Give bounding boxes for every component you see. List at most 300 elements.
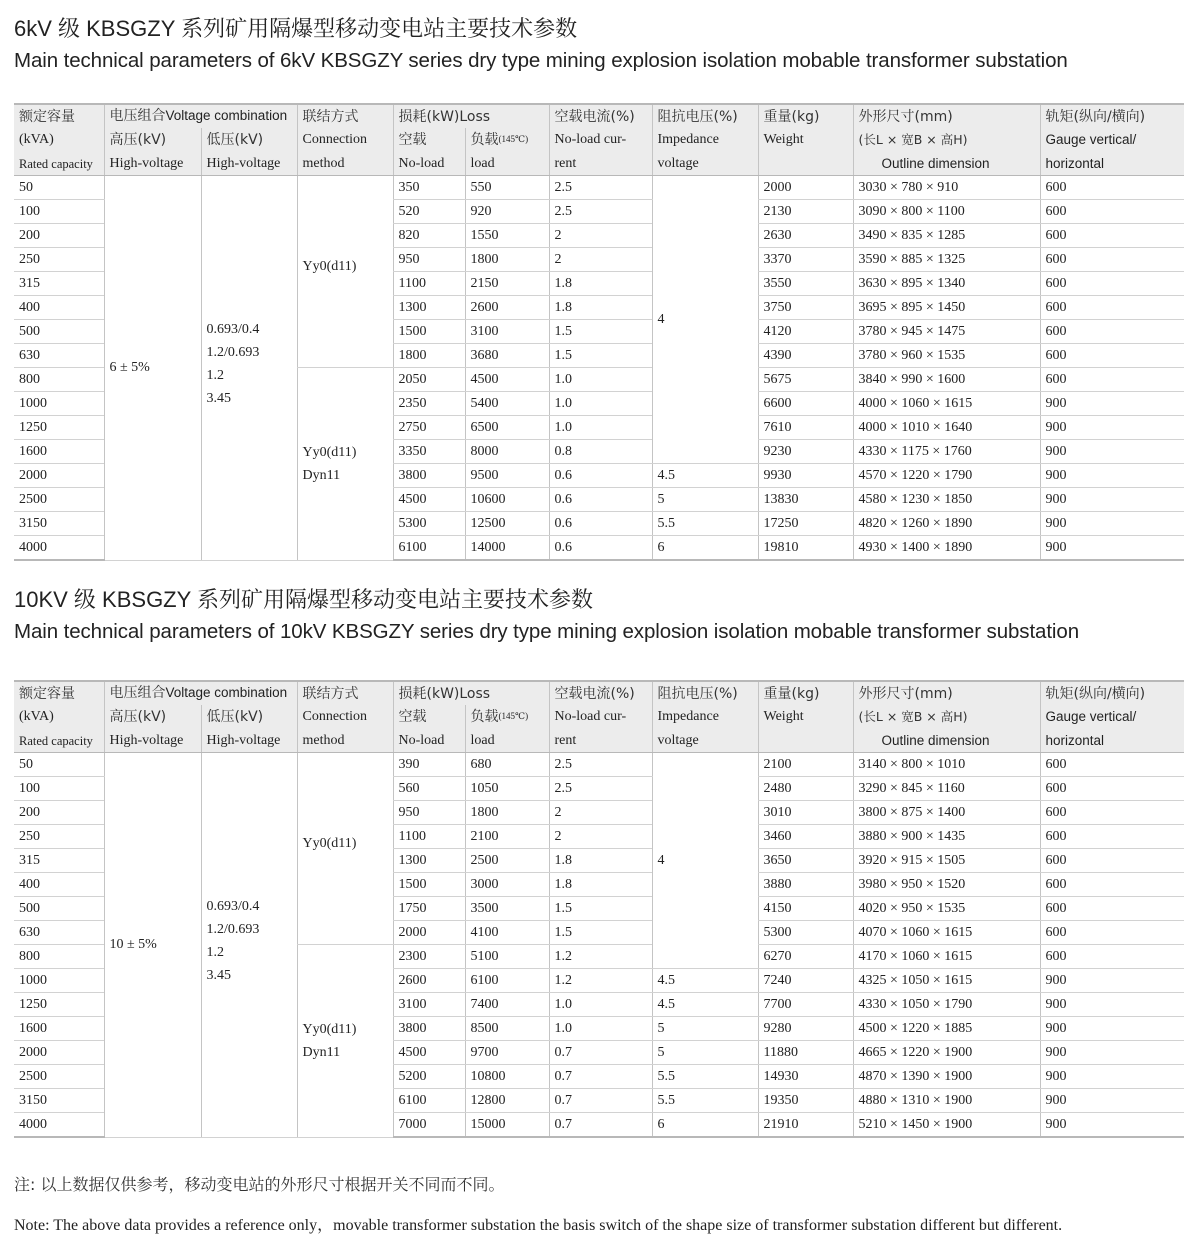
load-loss-cell: 1050 [465,777,549,801]
dimension-cell: 4820 × 1260 × 1890 [853,512,1040,536]
gauge-cell: 600 [1040,897,1184,921]
weight-cell: 3550 [758,272,853,296]
weight-cell: 21910 [758,1113,853,1138]
dimension-cell: 3290 × 845 × 1160 [853,777,1040,801]
capacity-cell: 1600 [14,1017,104,1041]
impedance-cell: 4.5 [652,993,758,1017]
load-loss-cell: 5400 [465,392,549,416]
gauge-cell: 600 [1040,921,1184,945]
noload-current-cell: 0.7 [549,1113,652,1138]
header-impedance-en1: Impedance [652,705,758,729]
capacity-cell: 2000 [14,464,104,488]
noload-current-cell: 0.7 [549,1041,652,1065]
load-loss-cell: 2600 [465,296,549,320]
capacity-cell: 50 [14,176,104,200]
header-loss-cn: 损耗(kW)Loss [393,681,549,705]
header-lv-en: High-voltage [201,729,297,753]
header-capacity-en: Rated capacity [14,729,104,753]
header-capacity-en: Rated capacity [14,152,104,176]
load-loss-cell: 7400 [465,993,549,1017]
noload-loss-cell: 2300 [393,945,465,969]
header-gauge-en2: horizontal [1040,729,1184,753]
load-loss-cell: 14000 [465,536,549,561]
header-voltage-cn: 电压组合 [109,108,166,124]
weight-cell: 9930 [758,464,853,488]
header-weight-en: Weight [758,705,853,729]
load-loss-cell: 3000 [465,873,549,897]
dimension-cell: 3590 × 885 × 1325 [853,248,1040,272]
noload-current-cell: 1.0 [549,1017,652,1041]
noload-loss-cell: 5300 [393,512,465,536]
capacity-cell: 4000 [14,1113,104,1138]
weight-cell: 4150 [758,897,853,921]
noload-current-cell: 2 [549,248,652,272]
capacity-cell: 2000 [14,1041,104,1065]
dimension-cell: 4000 × 1010 × 1640 [853,416,1040,440]
noload-loss-cell: 2750 [393,416,465,440]
note-cn: 注: 以上数据仅供参考，移动变电站的外形尺寸根据开关不同而不同。 [14,1175,505,1194]
weight-cell: 19810 [758,536,853,561]
weight-cell: 7610 [758,416,853,440]
weight-cell: 2100 [758,753,853,777]
table-row [14,176,1184,200]
dimension-cell: 4665 × 1220 × 1900 [853,1041,1040,1065]
noload-current-cell: 2 [549,224,652,248]
load-loss-cell: 6500 [465,416,549,440]
gauge-cell: 600 [1040,753,1184,777]
gauge-cell: 600 [1040,945,1184,969]
load-loss-cell: 2100 [465,825,549,849]
header-row [14,152,1184,176]
weight-cell: 3010 [758,801,853,825]
load-loss-cell: 1800 [465,248,549,272]
header-dimension-en: Outline dimension [853,152,1040,176]
noload-loss-cell: 4500 [393,1041,465,1065]
low-voltage-cell [201,753,297,1138]
weight-cell: 7240 [758,969,853,993]
dimension-cell: 3630 × 895 × 1340 [853,272,1040,296]
header-row [14,729,1184,753]
header-lv-en: High-voltage [201,152,297,176]
table-row [14,753,1184,777]
noload-loss-cell: 7000 [393,1113,465,1138]
header-load-en: load [465,729,549,753]
connection-cell-b [297,945,393,1138]
noload-loss-cell: 6100 [393,1089,465,1113]
gauge-cell: 600 [1040,248,1184,272]
header-connection-en2: method [297,152,393,176]
weight-cell: 19350 [758,1089,853,1113]
gauge-cell: 900 [1040,1065,1184,1089]
load-loss-cell: 12800 [465,1089,549,1113]
gauge-cell: 900 [1040,512,1184,536]
weight-cell: 3460 [758,825,853,849]
capacity-cell: 500 [14,320,104,344]
gauge-cell: 900 [1040,1089,1184,1113]
noload-current-cell: 2 [549,801,652,825]
section-1-title-en: Main technical parameters of 6kV KBSGZY series dry type mining explosion isolation mobable transformer substation [14,49,1068,72]
capacity-cell: 2500 [14,488,104,512]
low-voltage-cell [201,176,297,561]
header-current-cn: 空载电流(%) [549,681,652,705]
capacity-cell: 50 [14,753,104,777]
gauge-cell: 900 [1040,464,1184,488]
capacity-cell: 100 [14,777,104,801]
low-voltage-value: 1.2/0.693 [206,921,260,937]
gauge-cell: 900 [1040,392,1184,416]
gauge-cell: 600 [1040,272,1184,296]
capacity-cell: 1250 [14,993,104,1017]
dimension-cell: 3880 × 900 × 1435 [853,825,1040,849]
dimension-cell: 3695 × 895 × 1450 [853,296,1040,320]
dimension-cell: 4500 × 1220 × 1885 [853,1017,1040,1041]
capacity-cell: 4000 [14,536,104,561]
noload-current-cell: 1.8 [549,296,652,320]
load-loss-cell: 5100 [465,945,549,969]
weight-cell: 6600 [758,392,853,416]
noload-current-cell: 1.2 [549,969,652,993]
header-dimension-cn: 外形尺寸(mm) [853,104,1040,128]
gauge-cell: 600 [1040,801,1184,825]
noload-current-cell: 0.6 [549,536,652,561]
header-lv-cn: 低压(kV) [201,128,297,152]
noload-current-cell: 1.5 [549,344,652,368]
gauge-cell: 600 [1040,176,1184,200]
noload-loss-cell: 2600 [393,969,465,993]
capacity-cell: 315 [14,272,104,296]
noload-loss-cell: 1500 [393,873,465,897]
header-weight-blank [758,729,853,753]
header-hv-en: High-voltage [104,152,201,176]
dimension-cell: 3840 × 990 × 1600 [853,368,1040,392]
header-capacity-unit: (kVA) [14,128,104,152]
dimension-cell: 3090 × 800 × 1100 [853,200,1040,224]
low-voltage-value: 1.2 [206,944,224,960]
capacity-cell: 400 [14,296,104,320]
noload-loss-cell: 3100 [393,993,465,1017]
noload-loss-cell: 1750 [393,897,465,921]
gauge-cell: 900 [1040,416,1184,440]
header-impedance-en2: voltage [652,152,758,176]
gauge-cell: 600 [1040,200,1184,224]
weight-cell: 11880 [758,1041,853,1065]
header-dimension-cn: 外形尺寸(mm) [853,681,1040,705]
noload-current-cell: 1.8 [549,272,652,296]
connection-value: Dyn11 [302,1044,341,1060]
load-loss-cell: 6100 [465,969,549,993]
header-capacity-unit: (kVA) [14,705,104,729]
capacity-cell: 3150 [14,1089,104,1113]
noload-current-cell: 2.5 [549,777,652,801]
header-impedance-cn: 阻抗电压(%) [652,681,758,705]
spec-table-10kv [14,680,1184,1138]
load-loss-cell: 680 [465,753,549,777]
load-loss-cell: 1800 [465,801,549,825]
noload-loss-cell: 1300 [393,296,465,320]
noload-current-cell: 1.0 [549,416,652,440]
noload-loss-cell: 950 [393,248,465,272]
weight-cell: 3650 [758,849,853,873]
capacity-cell: 400 [14,873,104,897]
weight-cell: 14930 [758,1065,853,1089]
weight-cell: 2130 [758,200,853,224]
noload-loss-cell: 560 [393,777,465,801]
dimension-cell: 4330 × 1050 × 1790 [853,993,1040,1017]
capacity-cell: 1600 [14,440,104,464]
noload-current-cell: 1.0 [549,368,652,392]
load-loss-cell: 920 [465,200,549,224]
header-hv-cn: 高压(kV) [104,128,201,152]
capacity-cell: 250 [14,248,104,272]
header-connection-cn: 联结方式 [297,681,393,705]
header-row [14,681,1184,705]
low-voltage-value: 3.45 [206,390,231,406]
impedance-cell: 6 [652,1113,758,1138]
gauge-cell: 600 [1040,849,1184,873]
header-weight-blank [758,152,853,176]
gauge-cell: 900 [1040,1041,1184,1065]
header-voltage-group [104,104,297,128]
dimension-cell: 4170 × 1060 × 1615 [853,945,1040,969]
dimension-cell: 3030 × 780 × 910 [853,176,1040,200]
noload-current-cell: 2 [549,825,652,849]
header-loss-cn: 损耗(kW)Loss [393,104,549,128]
dimension-cell: 3780 × 960 × 1535 [853,344,1040,368]
weight-cell: 2630 [758,224,853,248]
noload-loss-cell: 5200 [393,1065,465,1089]
noload-loss-cell: 1100 [393,272,465,296]
dimension-cell: 5210 × 1450 × 1900 [853,1113,1040,1138]
section-1-title-cn: 6kV 级 KBSGZY 系列矿用隔爆型移动变电站主要技术参数 [14,16,578,41]
capacity-cell: 800 [14,368,104,392]
high-voltage-cell: 6 ± 5% [104,176,201,561]
gauge-cell: 600 [1040,320,1184,344]
load-loss-cell: 550 [465,176,549,200]
header-impedance-en1: Impedance [652,128,758,152]
dimension-cell: 4930 × 1400 × 1890 [853,536,1040,561]
noload-current-cell: 2.5 [549,200,652,224]
header-impedance-en2: voltage [652,729,758,753]
noload-current-cell: 1.2 [549,945,652,969]
noload-loss-cell: 6100 [393,536,465,561]
impedance-cell: 5.5 [652,512,758,536]
noload-current-cell: 1.8 [549,873,652,897]
dimension-cell: 4570 × 1220 × 1790 [853,464,1040,488]
noload-current-cell: 1.8 [549,849,652,873]
header-noload-cn: 空载 [393,128,465,152]
dimension-cell: 3780 × 945 × 1475 [853,320,1040,344]
noload-current-cell: 0.6 [549,488,652,512]
weight-cell: 9230 [758,440,853,464]
header-noload-en: No-load [393,152,465,176]
noload-loss-cell: 3800 [393,464,465,488]
gauge-cell: 900 [1040,993,1184,1017]
load-loss-cell: 9500 [465,464,549,488]
load-loss-cell: 4100 [465,921,549,945]
load-loss-cell: 8000 [465,440,549,464]
impedance-cell: 5.5 [652,1089,758,1113]
header-dimension-en: Outline dimension [853,729,1040,753]
spec-table-6kv [14,103,1184,561]
load-loss-cell: 15000 [465,1113,549,1138]
header-load-en: load [465,152,549,176]
header-hv-cn: 高压(kV) [104,705,201,729]
gauge-cell: 900 [1040,1113,1184,1138]
header-current-cn: 空载电流(%) [549,104,652,128]
gauge-cell: 600 [1040,825,1184,849]
noload-current-cell: 0.6 [549,464,652,488]
load-loss-cell: 9700 [465,1041,549,1065]
gauge-cell: 900 [1040,440,1184,464]
low-voltage-value: 1.2/0.693 [206,344,260,360]
high-voltage-cell: 10 ± 5% [104,753,201,1138]
noload-current-cell: 1.0 [549,392,652,416]
impedance-cell-merged: 4 [652,176,758,464]
load-loss-cell: 1550 [465,224,549,248]
weight-cell: 3880 [758,873,853,897]
dimension-cell: 4325 × 1050 × 1615 [853,969,1040,993]
load-loss-cell: 2500 [465,849,549,873]
noload-current-cell: 2.5 [549,753,652,777]
weight-cell: 9280 [758,1017,853,1041]
capacity-cell: 3150 [14,512,104,536]
header-voltage-en: Voltage combination [165,685,288,700]
weight-cell: 7700 [758,993,853,1017]
header-current-en2: rent [549,152,652,176]
gauge-cell: 900 [1040,536,1184,561]
impedance-cell: 4.5 [652,464,758,488]
noload-loss-cell: 1500 [393,320,465,344]
noload-loss-cell: 1300 [393,849,465,873]
gauge-cell: 900 [1040,969,1184,993]
gauge-cell: 600 [1040,296,1184,320]
header-load-temp: (145℃) [498,711,529,721]
section-2-title-en: Main technical parameters of 10kV KBSGZY series dry type mining explosion isolation mobable transformer substation [14,620,1079,643]
capacity-cell: 800 [14,945,104,969]
capacity-cell: 630 [14,344,104,368]
noload-loss-cell: 2350 [393,392,465,416]
impedance-cell: 5.5 [652,1065,758,1089]
capacity-cell: 2500 [14,1065,104,1089]
load-loss-cell: 12500 [465,512,549,536]
noload-current-cell: 1.5 [549,320,652,344]
gauge-cell: 900 [1040,1017,1184,1041]
noload-loss-cell: 820 [393,224,465,248]
dimension-cell: 3980 × 950 × 1520 [853,873,1040,897]
capacity-cell: 1250 [14,416,104,440]
impedance-cell: 6 [652,536,758,561]
noload-loss-cell: 2000 [393,921,465,945]
noload-loss-cell: 3800 [393,1017,465,1041]
dimension-cell: 3920 × 915 × 1505 [853,849,1040,873]
gauge-cell: 600 [1040,368,1184,392]
weight-cell: 3370 [758,248,853,272]
weight-cell: 6270 [758,945,853,969]
header-voltage-cn: 电压组合 [109,685,166,701]
connection-cell-b [297,368,393,561]
dimension-cell: 3490 × 835 × 1285 [853,224,1040,248]
noload-current-cell: 0.7 [549,1089,652,1113]
dimension-cell: 3140 × 800 × 1010 [853,753,1040,777]
load-loss-cell: 3100 [465,320,549,344]
connection-cell-a: Yy0(d11) [297,176,393,368]
dimension-cell: 4070 × 1060 × 1615 [853,921,1040,945]
noload-loss-cell: 1100 [393,825,465,849]
capacity-cell: 630 [14,921,104,945]
noload-current-cell: 1.5 [549,897,652,921]
header-gauge-en1: Gauge vertical/ [1040,705,1184,729]
header-dimension-formula: (长L × 宽B × 高H) [853,128,1040,152]
weight-cell: 4390 [758,344,853,368]
connection-value: Yy0(d11) [302,444,357,460]
header-load-temp: (145℃) [498,134,529,144]
header-weight-en: Weight [758,128,853,152]
noload-loss-cell: 950 [393,801,465,825]
header-connection-en2: method [297,729,393,753]
header-voltage-group [104,681,297,705]
impedance-cell: 4.5 [652,969,758,993]
impedance-cell: 5 [652,1041,758,1065]
header-load-cn-cell [465,705,549,729]
capacity-cell: 1000 [14,392,104,416]
noload-loss-cell: 3350 [393,440,465,464]
load-loss-cell: 2150 [465,272,549,296]
header-weight-cn: 重量(kg) [758,104,853,128]
impedance-cell: 5 [652,488,758,512]
header-gauge-cn: 轨矩(纵向/横向) [1040,681,1184,705]
header-row [14,128,1184,152]
header-connection-cn: 联结方式 [297,104,393,128]
weight-cell: 13830 [758,488,853,512]
noload-current-cell: 1.0 [549,993,652,1017]
connection-cell-a: Yy0(d11) [297,753,393,945]
header-voltage-en: Voltage combination [165,108,288,123]
low-voltage-value: 3.45 [206,967,231,983]
gauge-cell: 900 [1040,488,1184,512]
load-loss-cell: 3500 [465,897,549,921]
header-gauge-cn: 轨矩(纵向/横向) [1040,104,1184,128]
header-lv-cn: 低压(kV) [201,705,297,729]
capacity-cell: 500 [14,897,104,921]
header-hv-en: High-voltage [104,729,201,753]
noload-current-cell: 0.8 [549,440,652,464]
load-loss-cell: 3680 [465,344,549,368]
load-loss-cell: 10800 [465,1065,549,1089]
header-noload-en: No-load [393,729,465,753]
impedance-cell-merged: 4 [652,753,758,969]
dimension-cell: 4870 × 1390 × 1900 [853,1065,1040,1089]
weight-cell: 17250 [758,512,853,536]
noload-loss-cell: 390 [393,753,465,777]
capacity-cell: 200 [14,801,104,825]
header-gauge-en1: Gauge vertical/ [1040,128,1184,152]
header-current-en2: rent [549,729,652,753]
noload-current-cell: 1.5 [549,921,652,945]
dimension-cell: 4880 × 1310 × 1900 [853,1089,1040,1113]
section-2-title-cn: 10KV 级 KBSGZY 系列矿用隔爆型移动变电站主要技术参数 [14,587,594,612]
header-load-cn: 负载 [470,709,499,725]
capacity-cell: 250 [14,825,104,849]
noload-current-cell: 0.7 [549,1065,652,1089]
header-capacity-cn: 额定容量 [14,104,104,128]
noload-loss-cell: 1800 [393,344,465,368]
noload-current-cell: 2.5 [549,176,652,200]
dimension-cell: 4580 × 1230 × 1850 [853,488,1040,512]
header-connection-en1: Connection [297,128,393,152]
capacity-cell: 200 [14,224,104,248]
header-dimension-formula: (长L × 宽B × 高H) [853,705,1040,729]
weight-cell: 2480 [758,777,853,801]
